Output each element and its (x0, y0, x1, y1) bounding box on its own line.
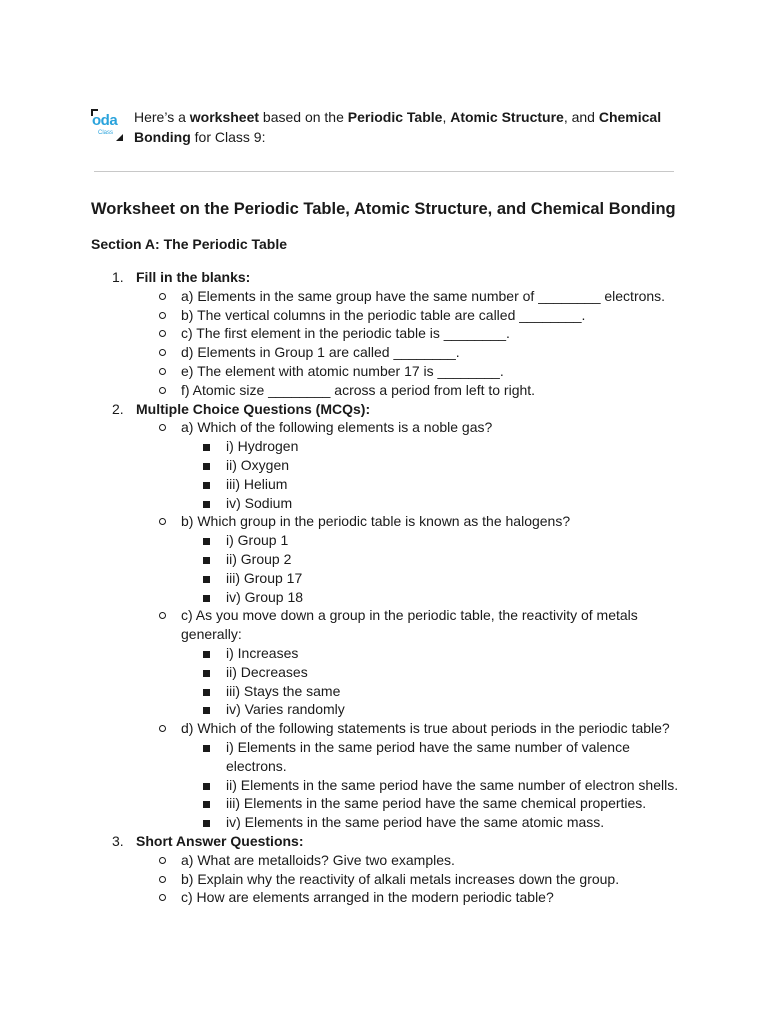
hollow-circle-bullet-icon (158, 876, 168, 886)
hollow-circle-bullet-icon (158, 387, 168, 397)
intro-bold-text: Atomic Structure (450, 109, 564, 125)
square-bullet-icon (203, 707, 210, 714)
fill-blank-item: c) The first element in the periodic table is ________. (181, 325, 510, 342)
square-bullet-icon (203, 820, 210, 827)
intro-bold-text: worksheet (189, 109, 260, 125)
square-bullet-icon (203, 501, 210, 508)
mcq-question: d) Which of the following statements is true about periods in the periodic table? (181, 720, 670, 737)
mcq-option: electrons. (226, 757, 287, 774)
mcq-option: ii) Oxygen (226, 457, 290, 473)
question-number: 2. (112, 400, 124, 417)
square-bullet-icon (203, 444, 210, 451)
mcq-option: i) Group 1 (226, 532, 289, 549)
square-bullet-icon (203, 576, 210, 583)
fill-blank-item: e) The element with atomic number 17 is ________. (181, 363, 504, 379)
square-bullet-icon (203, 463, 210, 470)
worksheet-title: Worksheet on the Periodic Table, Atomic Structure, and Chemical Bonding (91, 200, 676, 218)
hollow-circle-bullet-icon (158, 312, 168, 322)
intro-text: for Class 9: (190, 129, 266, 145)
fill-blank-item: b) The vertical columns in the periodic table are called ________. (181, 306, 586, 323)
square-bullet-icon (203, 670, 210, 677)
hollow-circle-bullet-icon (158, 894, 168, 904)
intro-text: based on the (259, 109, 348, 125)
square-bullet-icon (203, 651, 210, 658)
mcq-option: i) Increases (226, 645, 299, 661)
logo-wordmark: oda (92, 112, 118, 129)
hollow-circle-bullet-icon (158, 368, 168, 378)
question-heading: Short Answer Questions: (136, 833, 304, 849)
oda-class-logo (91, 109, 123, 141)
intro-paragraph (134, 107, 674, 147)
mcq-question: generally: (181, 626, 242, 643)
mcq-question: a) Which of the following elements is a noble gas? (181, 419, 493, 436)
mcq-option: i) Elements in the same period have the same number of valence (226, 739, 630, 755)
short-answer-item: a) What are metalloids? Give two examples. (181, 851, 455, 868)
intro-text: , and (563, 109, 599, 125)
section-heading: Section A: The Periodic Table (91, 236, 288, 252)
hollow-circle-bullet-icon (158, 330, 168, 340)
fill-blank-item: d) Elements in Group 1 are called ________. (181, 344, 460, 361)
short-answer-item: b) Explain why the reactivity of alkali metals increases down the group. (181, 870, 620, 887)
mcq-option: iii) Helium (226, 475, 288, 492)
square-bullet-icon (203, 538, 210, 545)
mcq-option: iii) Stays the same (226, 682, 341, 699)
mcq-question: c) As you move down a group in the periodic table, the reactivity of metals (181, 607, 638, 624)
mcq-option: iii) Group 17 (226, 569, 303, 586)
fill-blank-item: a) Elements in the same group have the same number of ________ electrons. (181, 287, 666, 304)
intro-text: Here’s a (134, 109, 190, 125)
hollow-circle-bullet-icon (158, 349, 168, 359)
horizontal-divider (94, 171, 674, 172)
mcq-option: i) Hydrogen (226, 438, 299, 455)
square-bullet-icon (203, 689, 210, 696)
mcq-question: b) Which group in the periodic table is known as the halogens? (181, 513, 571, 530)
mcq-option: ii) Decreases (226, 663, 308, 680)
square-bullet-icon (203, 801, 210, 808)
hollow-circle-bullet-icon (158, 725, 168, 735)
logo-corner-mark (116, 134, 123, 141)
square-bullet-icon (203, 783, 210, 790)
question-number: 1. (112, 269, 124, 285)
hollow-circle-bullet-icon (158, 293, 168, 303)
mcq-option: iv) Elements in the same period have the same atomic mass. (226, 814, 605, 831)
mcq-option: iv) Varies randomly (226, 701, 345, 718)
square-bullet-icon (203, 745, 210, 752)
intro-text: , (442, 109, 451, 125)
mcq-option: iii) Elements in the same period have the same chemical properties. (226, 795, 647, 812)
intro-bold-text: Periodic Table (347, 109, 443, 125)
mcq-option: iv) Sodium (226, 494, 293, 511)
hollow-circle-bullet-icon (158, 857, 168, 867)
question-number: 3. (112, 833, 124, 849)
short-answer-item: c) How are elements arranged in the modern periodic table? (181, 889, 554, 906)
logo-subtitle: Class (98, 130, 114, 136)
square-bullet-icon (203, 482, 210, 489)
hollow-circle-bullet-icon (158, 612, 168, 622)
mcq-option: iv) Group 18 (226, 588, 304, 605)
hollow-circle-bullet-icon (158, 424, 168, 434)
question-heading: Multiple Choice Questions (MCQs): (136, 400, 371, 417)
question-heading: Fill in the blanks: (136, 269, 251, 285)
hollow-circle-bullet-icon (158, 518, 168, 528)
mcq-option: ii) Group 2 (226, 551, 292, 567)
fill-blank-item: f) Atomic size ________ across a period from left to right. (181, 381, 536, 398)
intro-bold-text: Chemical Bonding (134, 109, 662, 145)
mcq-option: ii) Elements in the same period have the same number of electron shells. (226, 776, 679, 793)
square-bullet-icon (203, 557, 210, 564)
square-bullet-icon (203, 595, 210, 602)
